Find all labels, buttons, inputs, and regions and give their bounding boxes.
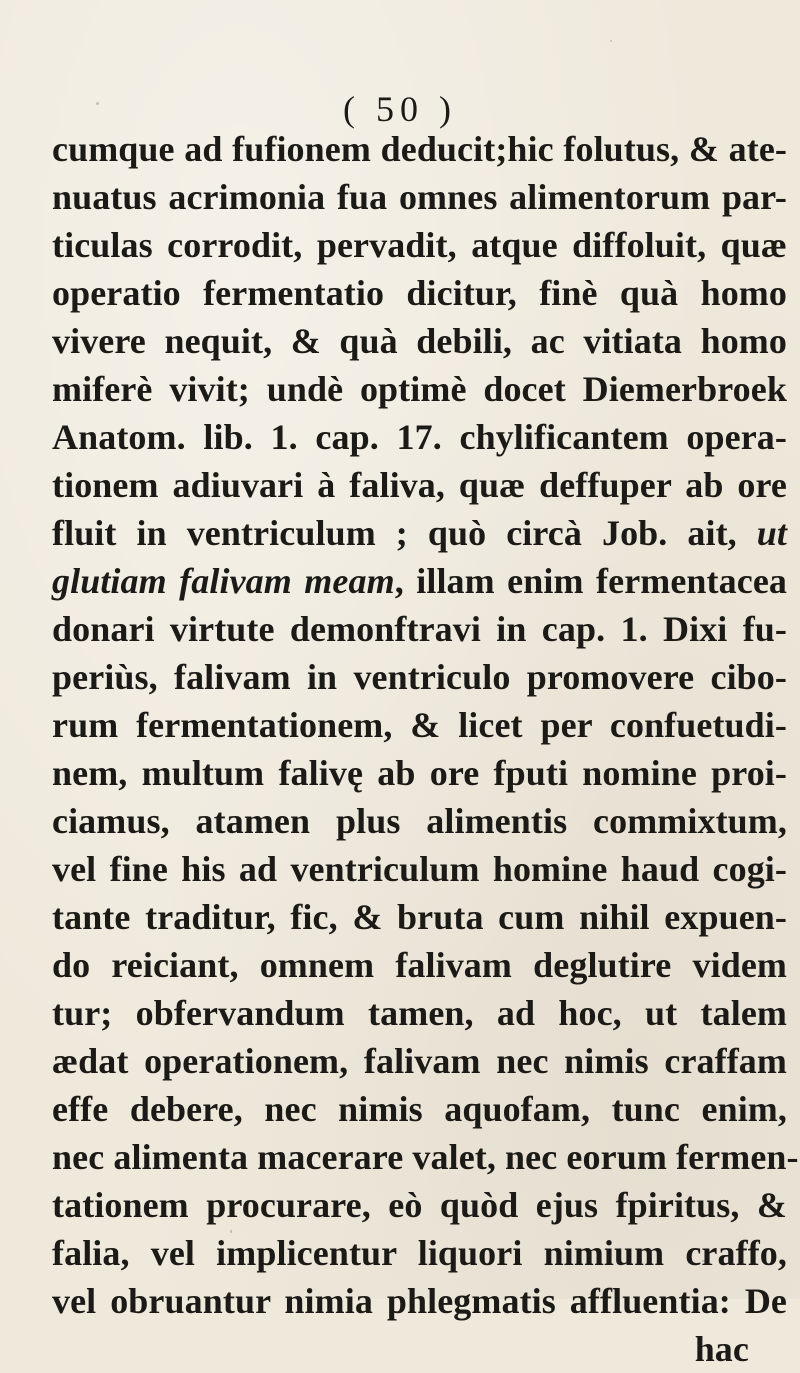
text-line bbox=[52, 557, 787, 605]
text-line: donari virtute demonftravi in cap. 1. Dixi fu- bbox=[52, 609, 787, 649]
text-line: tur; obfervandum tamen, ad hoc, ut talem bbox=[52, 993, 787, 1033]
text-line: tationem procurare, eò quòd ejus fpiritus, & bbox=[52, 1185, 787, 1225]
text-line: Anatom. lib. 1. cap. 17. chylificantem opera- bbox=[52, 417, 787, 457]
text-line: operatio fermentatio dicitur, finè quà homo bbox=[52, 273, 787, 313]
text-line: periùs, falivam in ventriculo promovere cibo- bbox=[52, 657, 787, 697]
paper-speck bbox=[96, 102, 99, 105]
text-line: ciamus, atamen plus alimentis commixtum, bbox=[52, 801, 787, 841]
body-text bbox=[52, 125, 799, 1373]
text-line: vel obruantur nimia phlegmatis affluentia: De bbox=[52, 1281, 787, 1321]
text-line: miferè vivit; undè optimè docet Diemerbroek bbox=[52, 369, 787, 409]
catchword: hac bbox=[694, 1329, 749, 1369]
text-line: falia, vel implicentur liquori nimium craffo, bbox=[52, 1233, 787, 1273]
text-line: effe debere, nec nimis aquofam, tunc enim, bbox=[52, 1089, 787, 1129]
text-line-segment: fluit in ventriculum ; quò circà Job. ait, bbox=[52, 513, 757, 553]
italic-quote: glutiam falivam meam bbox=[52, 561, 395, 601]
text-line: vivere nequit, & quà debili, ac vitiata homo bbox=[52, 321, 787, 361]
paper-speck bbox=[610, 40, 612, 42]
italic-word: ut bbox=[756, 513, 787, 553]
text-line: do reiciant, omnem falivam deglutire videm bbox=[52, 945, 787, 985]
text-line: rum fermentationem, & licet per confuetudi- bbox=[52, 705, 787, 745]
text-line: cumque ad fufionem deducit;hic folutus, & ate- bbox=[52, 129, 787, 169]
text-line: vel fine his ad ventriculum homine haud cogi- bbox=[52, 849, 787, 889]
page-number: ( 50 ) bbox=[343, 89, 457, 129]
text-line: ædat operationem, falivam nec nimis craffam bbox=[52, 1041, 787, 1081]
paper-speck bbox=[702, 1260, 705, 1262]
text-line bbox=[52, 509, 787, 557]
text-line: nem, multum falivę ab ore fputi nomine proi- bbox=[52, 753, 787, 793]
text-line-segment: , illam enim fermentacea bbox=[394, 561, 788, 601]
text-line: tionem adiuvari à faliva, quæ deffuper ab ore bbox=[52, 465, 787, 505]
text-line: tante traditur, fic, & bruta cum nihil expuen- bbox=[52, 897, 787, 937]
text-line: nec alimenta macerare valet, nec eorum fermen- bbox=[52, 1137, 799, 1177]
text-line: nuatus acrimonia fua omnes alimentorum par- bbox=[52, 177, 787, 217]
text-line: ticulas corrodit, pervadit, atque diffoluit, quæ bbox=[52, 225, 787, 265]
paper-speck bbox=[230, 1230, 232, 1233]
